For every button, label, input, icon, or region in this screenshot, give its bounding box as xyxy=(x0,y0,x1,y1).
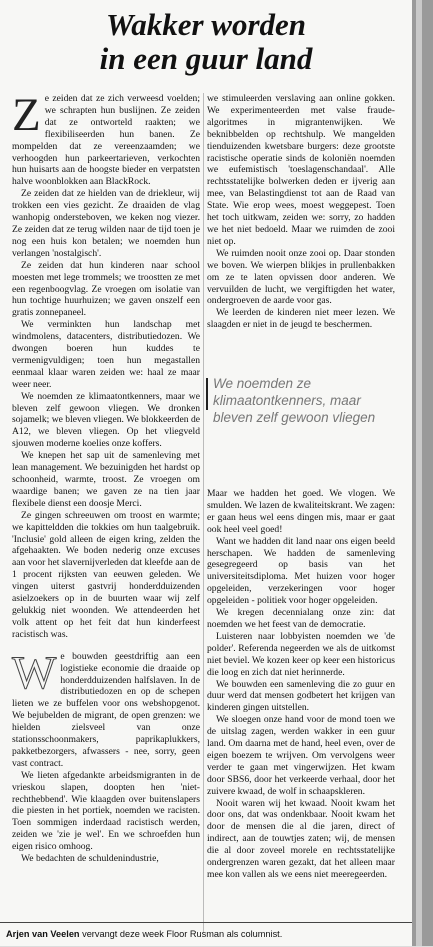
right-column-top xyxy=(207,93,395,331)
drop-cap: Z xyxy=(12,89,41,141)
author-footer xyxy=(0,922,412,947)
paragraph: Ze zeiden dat ze zich verweesd voelden; we schrapten hun buslijnen. Ze zeiden dat ze ontworteld raakten; we flexibiliseerden hun banen. Ze mompelden dat ze vereenzaamden; we verhoogden hun parkeertarieven, verkochten hun huisarts aan de hoogste bieder en verpatsten halve woonblokken aan BlackRock. xyxy=(12,89,200,188)
paragraph: Ze zeiden dat ze hielden van de driekleur, wij trokken een vies gezicht. Ze draaiden de vlag wanhopig ondersteboven, we keken nog viezer. Ze zeiden dat ze terug wilden naar de tijd toen je nog een huis kon betalen; we noemden hun verlangen 'nostalgisch'. xyxy=(12,188,200,259)
paragraph: Ze gingen schreeuwen om troost en warmte; we kapitteldden die tokkies om hun taalgebruik. 'Inclusie' gold alleen de eigen kring, zelden the afgehaakten. We boden nederig onze excuses aan voor het slavernijverleden dat kleefde aan de 1 procent rijksten van eeuwen geleden. We vingen uiterst gastvrij honderdduizenden asielzoekers op in de buurten waar wij zelf gelukkig niet woonden. We attendeerden het volk attent op het feit dat hun kinderfeest racistisch was. xyxy=(12,509,200,640)
footer-text xyxy=(6,929,282,939)
paragraph: We bouwden een samenleving die zo guur en duur werd dat mensen godbetert het krijgen van kinderen gingen uitstellen. xyxy=(207,678,395,714)
paragraph: We ruimden nooit onze zooi op. Daar stonden we boven. We wierpen blikjes in prullenbakken om ze te laten opvissen door anderen. We vervuilden de lucht, we vergiftigden het water, ondergroeven de aarde voor gas. xyxy=(207,247,395,307)
paragraph: Ze zeiden dat hun kinderen naar school moesten met lege trommels; we troostten ze met een regenboogvlag. Ze vroegen om isolatie van hun tochtige huurhuizen; we gaven onszelf een gratis zonnepaneel. xyxy=(12,259,200,319)
paragraph: We noemden ze klimaatontkenners, maar we bleven zelf gewoon vliegen. We dronken sojamelk; we bleven vliegen. We blokkeerden de A12, we bleven vliegen. Op het vliegveld sjouwen moderne koelies onze koffers. xyxy=(12,390,200,450)
paragraph: We sloegen onze hand voor de mond toen we de uitslag zagen, werden wakker in een guur land. Om daarna met de hand, heel even, over de eigen boezem te wrijven. Om vervolgens weer verder te gaan met vingerwijzen. Het kwam door SBS6, door het verkeerde verhaal, door het zuivere kwaad, de wolf in schaapskleren. xyxy=(207,714,395,797)
paragraph: We lieten afgedankte arbeidsmigranten in de vrieskou slapen, doopten hen 'niet-rechthebbend'. Wie klaagden over buitenslapers die piesten in het portiek, noemden we racisten. Toen sommigen inderdaad racistisch werden, zeiden we 'zie je wel'. En we schroefden hun eigen risico omhoog. xyxy=(12,769,200,853)
footer-note: vervangt deze week Floor Rusman als columnist. xyxy=(79,929,283,939)
paragraph: We bouwden geestdriftig aan een logistieke economie die draaide op honderdduizenden halfslaven. In de distributiedozen en op de schepen lieten we ze buffelen voor ons webshopgenot. We bejubelden de migrant, de open grenzen: we hielden zielsveel van onze stationsschoonmakers, paprikaplukkers, pakketbezorgers, afwassers - nee, sorry, geen vast contract. xyxy=(12,646,200,769)
paragraph: we stimuleerden verslaving aan online gokken. We experimenteerden met valse fraude-algoritmes in migrantenwijken. We beknibbelden op rechtshulp. We mangelden tienduizenden kwetsbare burgers: deze grootste racistische operatie sinds de koloniën noemden we eufemistisch 'toeslagenschandaal'. Alle rechtsstatelijke bolwerken deden er ijverig aan mee, van Belastingdienst tot aan de Raad van State. Wie erop wees, moest weggepest. Toen het toch uitkwam, zeiden we: sorry, zo hadden we het niet bedoeld. Maar we ruimden de zooi niet op. xyxy=(207,93,395,247)
paragraph: Nooit waren wij het kwaad. Nooit kwam het door ons, dat was ondenkbaar. Nooit kwam het door de mensen die al die jaren, direct of indirect, aan de touwtjes zaten; wij, de mensen die al door zoveel morele en rechtsstatelijke ondergrenzen waren gezakt, dat het alleen maar mee kon vallen als we eens niet meeregeerden. xyxy=(207,797,395,880)
edge-strip xyxy=(416,0,422,946)
paragraph: We verminkten hun landschap met windmolens, datacenters, distributiedozen. We dwongen boeren hun kuddes te vermenigvuldigen; toen hun megastallen eenmaal klaar waren zeiden we: haal ze maar weer neer. xyxy=(12,319,200,390)
paragraph: We leerden de kinderen niet meer lezen. We slaagden er niet in de jeugd te beschermen. xyxy=(207,307,395,331)
author-name: Arjen van Veelen xyxy=(6,929,80,939)
paragraph: Luisteren naar lobbyisten noemden we 'de polder'. Referenda negeerden we als de uitkomst niet beviel. We kozen keer op keer een historicus die loog en zich dat niet herinnerde. xyxy=(207,630,395,678)
column-divider xyxy=(203,93,204,933)
title-line-1: Wakker worden xyxy=(105,7,307,42)
page-edge xyxy=(412,0,433,946)
paragraph: Maar we hadden het goed. We vlogen. We smulden. We lazen de kwaliteitskrant. We zagen: er gaan heus wel eens dingen mis, maar er gaat ook heel veel goed! xyxy=(207,488,395,535)
quote-bar xyxy=(206,378,208,410)
paragraph: We knepen het sap uit de samenleving met lean management. We bezuinigden het hardst op schoonheid, warmte, troost. Ze vroegen om waardige banen; we gaven ze na tien jaar flexibele dienst een doosje Merci. xyxy=(12,450,200,509)
pull-quote: We noemden ze klimaatontkenners, maar bleven zelf gewoon vliegen xyxy=(213,376,376,425)
drop-cap: W xyxy=(12,646,57,699)
paragraph: We kregen decennialang onze zin: dat noemden we het feest van de democratie. xyxy=(207,607,395,630)
title-line-2: in een guur land xyxy=(99,41,313,76)
right-column-bottom xyxy=(207,488,395,881)
left-column xyxy=(12,89,200,865)
paragraph: Want we hadden dit land naar ons eigen beeld herschapen. We hadden de samenleving gesegregeerd op basis van het universiteitsdiploma. Met huizen voor hoger opgeleiden, verzekeringen voor hoger opgeleiden - politiek voor hoger opgeleiden. xyxy=(207,535,395,607)
article-title xyxy=(0,8,412,76)
paragraph: We bedachten de schuldenindustrie, xyxy=(21,853,159,865)
